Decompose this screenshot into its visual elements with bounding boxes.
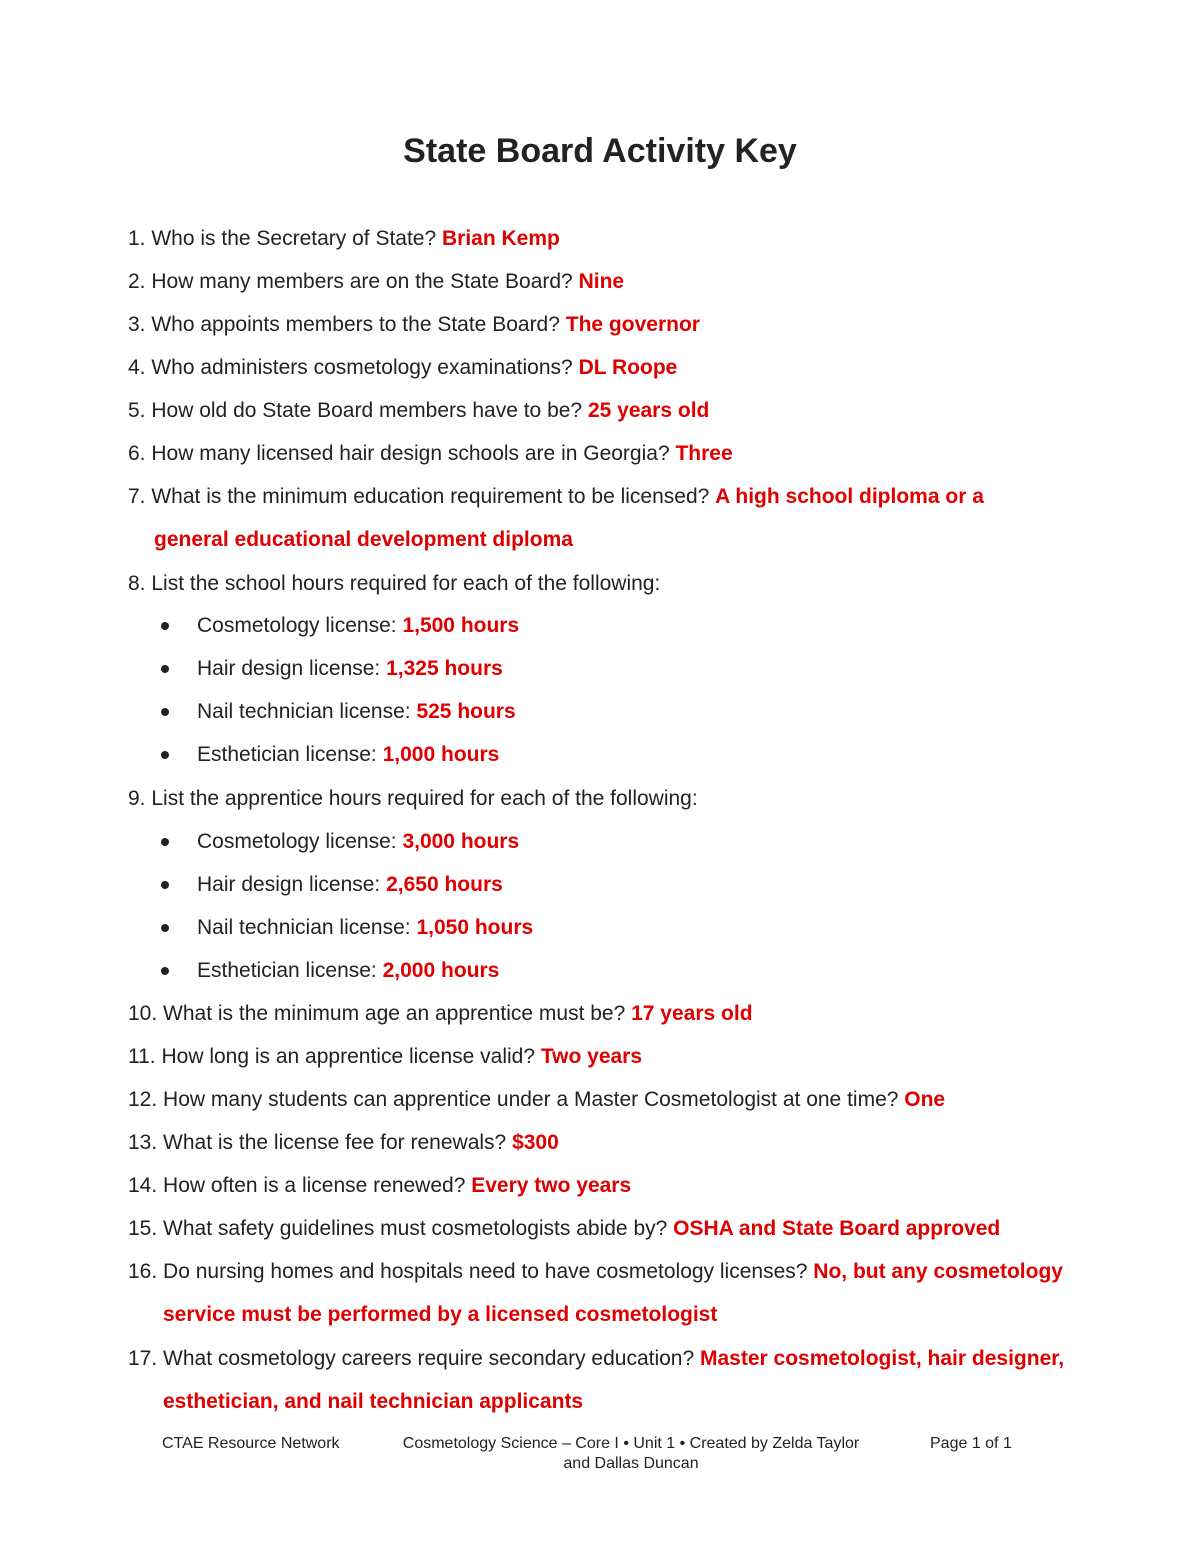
question-number: 12. [128, 1088, 158, 1111]
question-17 [128, 1346, 1064, 1372]
answer-text: $300 [512, 1131, 559, 1154]
page-title: State Board Activity Key [403, 132, 797, 170]
list-item-label: Cosmetology license: [197, 830, 403, 853]
answer-text: 25 years old [587, 399, 710, 422]
question-number: 6. [128, 442, 146, 465]
bullet-icon [161, 751, 169, 759]
footer-center-line1: Cosmetology Science – Core I • Unit 1 • Created by Zelda Taylor [402, 1435, 860, 1452]
question-text: How often is a license renewed? [163, 1174, 472, 1197]
answer-text: No, but any cosmetology [813, 1260, 1063, 1283]
question-number: 17. [128, 1347, 158, 1370]
answer-text: Every two years [471, 1174, 632, 1197]
list-item-value: 2,000 hours [382, 959, 500, 982]
list-item [197, 699, 516, 725]
question-number: 8. [128, 572, 146, 595]
question-text: How many students can apprentice under a Master Cosmetologist at one time? [163, 1088, 905, 1111]
question-text: List the school hours required for each of the following: [151, 572, 661, 595]
answer-text: OSHA and State Board approved [673, 1217, 1001, 1240]
question-number: 14. [128, 1174, 158, 1197]
question-number: 7. [128, 485, 146, 508]
list-item-value: 1,325 hours [386, 657, 503, 680]
question-8 [128, 571, 660, 597]
question-text: What is the license fee for renewals? [163, 1131, 513, 1154]
list-item [197, 915, 533, 941]
answer-text: Two years [540, 1045, 643, 1068]
list-item [197, 829, 519, 855]
question-text: How many licensed hair design schools are in Georgia? [151, 442, 676, 465]
footer-page-number: Page 1 of 1 [930, 1435, 1012, 1452]
bullet-icon [161, 708, 169, 716]
question-number: 4. [128, 356, 146, 379]
list-item-label: Esthetician license: [197, 743, 383, 766]
answer-continuation: esthetician, and nail technician applicants [163, 1390, 584, 1413]
answer-continuation: general educational development diploma [154, 528, 573, 551]
question-1 [128, 226, 560, 252]
question-7 [128, 484, 984, 510]
question-4 [128, 355, 677, 381]
question-text: Who administers cosmetology examinations? [151, 356, 579, 379]
question-number: 16. [128, 1260, 158, 1283]
answer-text: The governor [565, 313, 700, 336]
question-number: 3. [128, 313, 146, 336]
bullet-icon [161, 924, 169, 932]
answer-text: One [904, 1088, 946, 1111]
question-16 [128, 1259, 1063, 1285]
list-item-value: 1,000 hours [382, 743, 500, 766]
list-item [197, 656, 503, 682]
footer-center-line2: and Dallas Duncan [563, 1455, 699, 1472]
question-text: What safety guidelines must cosmetologists abide by? [163, 1217, 674, 1240]
question-6 [128, 441, 733, 467]
bullet-icon [161, 665, 169, 673]
question-text: How old do State Board members have to be? [151, 399, 588, 422]
answer-text: A high school diploma or a [715, 485, 984, 508]
list-item [197, 613, 519, 639]
bullet-icon [161, 881, 169, 889]
list-item-value: 525 hours [416, 700, 516, 723]
question-5 [128, 398, 709, 424]
list-item-value: 2,650 hours [386, 873, 503, 896]
question-number: 2. [128, 270, 146, 293]
answer-text: Three [675, 442, 733, 465]
list-item-label: Esthetician license: [197, 959, 383, 982]
answer-text: 17 years old [631, 1002, 753, 1025]
list-item-value: 1,500 hours [402, 614, 520, 637]
question-9 [128, 786, 698, 812]
list-item-label: Nail technician license: [197, 700, 417, 723]
answer-text: DL Roope [578, 356, 678, 379]
list-item [197, 742, 499, 768]
list-item-label: Cosmetology license: [197, 614, 403, 637]
bullet-icon [161, 967, 169, 975]
question-number: 11. [128, 1045, 156, 1068]
answer-text: Master cosmetologist, hair designer, [700, 1347, 1065, 1370]
question-text: What is the minimum education requirement to be licensed? [151, 485, 716, 508]
answer-text: Brian Kemp [442, 227, 560, 250]
answer-continuation: service must be performed by a licensed cosmetologist [163, 1303, 718, 1326]
question-text: Who appoints members to the State Board? [151, 313, 566, 336]
question-10 [128, 1001, 753, 1027]
question-12 [128, 1087, 945, 1113]
question-number: 15. [128, 1217, 158, 1240]
footer-left: CTAE Resource Network [162, 1435, 340, 1452]
question-text: What cosmetology careers require secondary education? [163, 1347, 700, 1370]
question-number: 10. [128, 1002, 158, 1025]
bullet-icon [161, 838, 169, 846]
question-13 [128, 1130, 559, 1156]
question-text: Who is the Secretary of State? [151, 227, 442, 250]
question-11 [128, 1044, 642, 1070]
answer-text: Nine [578, 270, 625, 293]
question-14 [128, 1173, 631, 1199]
footer-center [376, 1434, 886, 1474]
question-number: 1. [128, 227, 146, 250]
list-item [197, 958, 499, 984]
question-text: List the apprentice hours required for each of the following: [151, 787, 698, 810]
question-number: 5. [128, 399, 146, 422]
question-3 [128, 312, 700, 338]
bullet-icon [161, 622, 169, 630]
list-item [197, 872, 503, 898]
question-number: 13. [128, 1131, 158, 1154]
question-text: How long is an apprentice license valid? [161, 1045, 541, 1068]
question-text: What is the minimum age an apprentice must be? [163, 1002, 632, 1025]
question-number: 9. [128, 787, 146, 810]
list-item-value: 1,050 hours [416, 916, 534, 939]
question-text: How many members are on the State Board? [151, 270, 579, 293]
list-item-label: Hair design license: [197, 657, 387, 680]
question-15 [128, 1216, 1000, 1242]
question-2 [128, 269, 624, 295]
list-item-label: Nail technician license: [197, 916, 417, 939]
list-item-value: 3,000 hours [402, 830, 520, 853]
list-item-label: Hair design license: [197, 873, 387, 896]
question-text: Do nursing homes and hospitals need to have cosmetology licenses? [163, 1260, 814, 1283]
